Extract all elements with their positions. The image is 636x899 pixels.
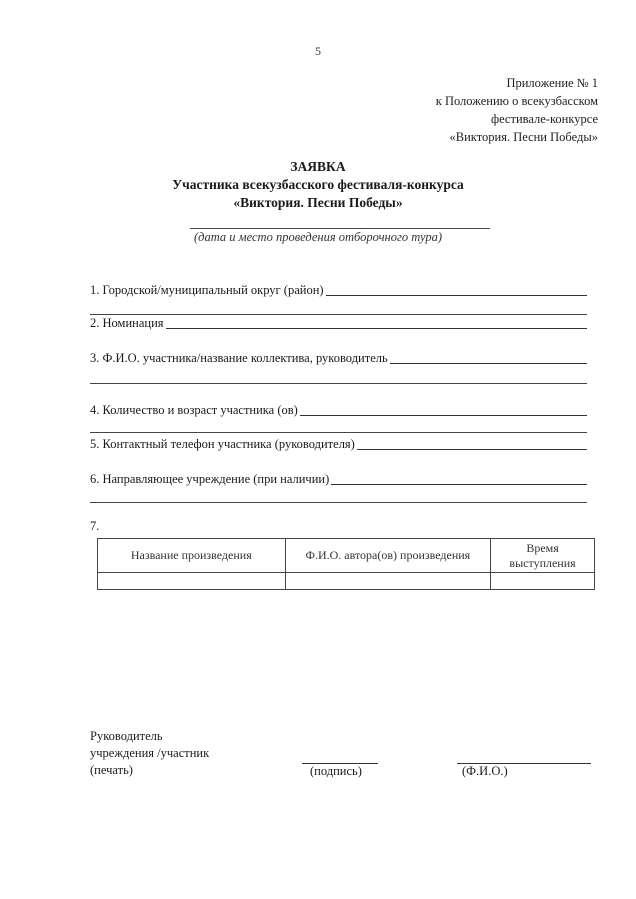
appendix-line: к Положению о всекузбасском: [435, 94, 598, 108]
field-label: 3. Ф.И.О. участника/название коллектива, руководитель: [90, 351, 388, 365]
field-blank[interactable]: [357, 435, 587, 450]
table-row: [98, 573, 595, 590]
appendix-line: Приложение № 1: [506, 76, 598, 90]
works-table: [97, 538, 595, 590]
title-festival-name: «Виктория. Песни Победы»: [233, 195, 403, 210]
field-label: 4. Количество и возраст участника (ов): [90, 403, 298, 417]
field-label: 1. Городской/муниципальный округ (район): [90, 283, 324, 297]
signature-label-line: Руководитель: [90, 729, 163, 743]
field-participant-name[interactable]: [90, 348, 587, 366]
field-blank[interactable]: [300, 401, 587, 416]
field-extra-line[interactable]: [90, 383, 587, 384]
field-extra-line[interactable]: [90, 502, 587, 503]
full-name-caption: (Ф.И.О.): [462, 764, 508, 778]
field-blank[interactable]: [331, 470, 587, 485]
field-label: 5. Контактный телефон участника (руководителя): [90, 437, 355, 451]
column-header-performance-time: Время выступления: [491, 539, 595, 573]
field-district[interactable]: [90, 280, 587, 298]
field-blank[interactable]: [326, 281, 587, 296]
page-number: 5: [315, 44, 321, 58]
field-participant-count-age[interactable]: [90, 400, 587, 418]
document-title: [0, 158, 636, 212]
table-cell-performance-time[interactable]: [491, 573, 595, 590]
field-label: 2. Номинация: [90, 316, 164, 330]
item-7-label: 7.: [90, 519, 100, 533]
appendix-line: «Виктория. Песни Победы»: [449, 130, 598, 144]
field-blank[interactable]: [166, 314, 587, 329]
signature-label-line: (печать): [90, 763, 133, 777]
field-contact-phone[interactable]: [90, 434, 587, 452]
field-nomination[interactable]: [90, 313, 587, 331]
signature-label-line: учреждения /участник: [90, 746, 210, 760]
appendix-note: [436, 74, 598, 146]
field-sending-institution[interactable]: [90, 469, 587, 487]
title-heading: ЗАЯВКА: [290, 159, 346, 174]
appendix-line: фестивале-конкурсе: [490, 112, 598, 126]
table-cell-author[interactable]: [285, 573, 491, 590]
date-place-caption: (дата и место проведения отборочного тура): [193, 230, 443, 244]
table-cell-work-title[interactable]: [98, 573, 286, 590]
field-label: 6. Направляющее учреждение (при наличии): [90, 472, 330, 486]
date-place-blank[interactable]: [190, 228, 490, 229]
field-blank[interactable]: [390, 349, 587, 364]
title-subtitle: Участника всекузбасского фестиваля-конкурса: [172, 177, 464, 192]
field-extra-line[interactable]: [90, 432, 587, 433]
signature-caption: (подпись): [310, 764, 362, 778]
signature-label: [90, 728, 209, 779]
column-header-author: Ф.И.О. автора(ов) произведения: [285, 539, 491, 573]
column-header-work-title: Название произведения: [98, 539, 286, 573]
